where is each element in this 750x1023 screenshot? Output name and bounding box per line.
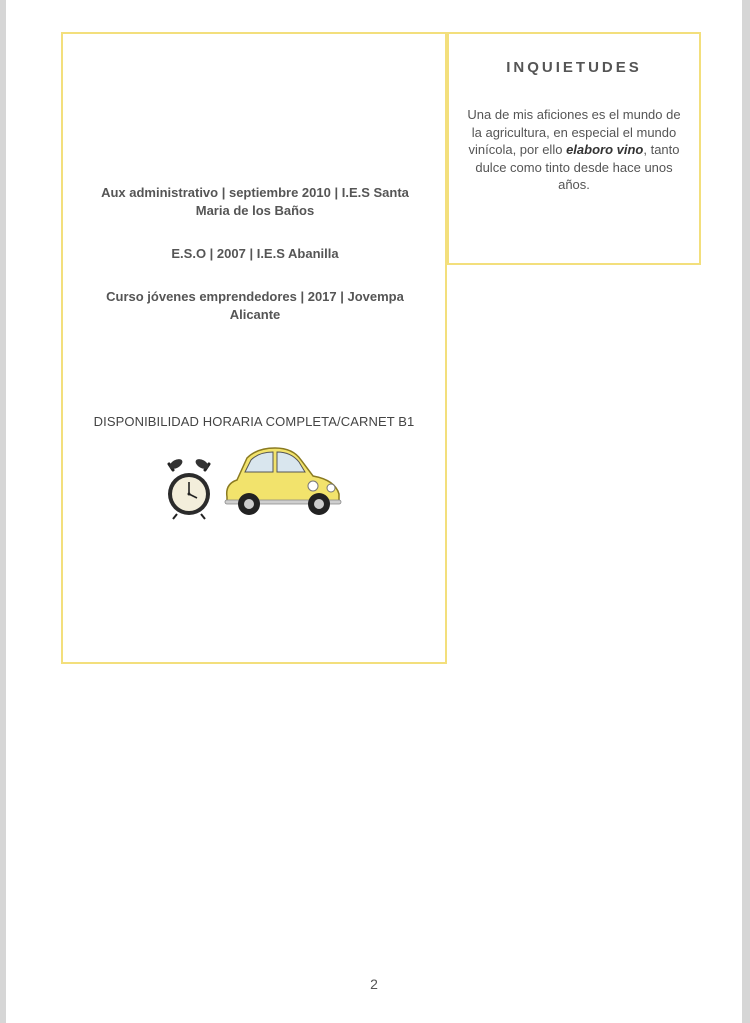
availability-text: DISPONIBILIDAD HORARIA COMPLETA/CARNET B1	[93, 414, 415, 429]
availability-illustration	[167, 442, 347, 522]
alarm-clock-icon	[168, 457, 210, 519]
yellow-car-icon	[225, 448, 341, 515]
inquietudes-text	[467, 106, 681, 194]
document-page	[6, 0, 742, 1023]
education-item-3-line-2: Alicante	[229, 307, 281, 322]
education-item-2-line-1: E.S.O | 2007 | I.E.S Abanilla	[171, 246, 339, 261]
education-item-1-line-1: Aux administrativo | septiembre 2010 | I.E.S Santa	[101, 185, 409, 200]
education-item-1	[85, 184, 425, 220]
education-item-3	[85, 288, 425, 324]
inquietudes-title: INQUIETUDES	[506, 59, 642, 76]
education-item-3-line-1: Curso jóvenes emprendedores | 2017 | Jovempa	[106, 289, 404, 304]
education-item-1-line-2: Maria de los Baños	[195, 203, 315, 218]
inquietudes-text-end: , tanto dulce como tinto desde hace unos años.	[475, 142, 680, 192]
education-item-2	[85, 245, 425, 263]
education-box	[61, 32, 447, 664]
page-number: 2	[370, 976, 378, 992]
inquietudes-box	[447, 32, 701, 265]
inquietudes-text-start: Una de mis aficiones es el mundo de la agricultura, en especial el mundo vinícola, por ello	[467, 107, 681, 157]
inquietudes-text-emphasis: elaboro vino	[566, 142, 644, 157]
